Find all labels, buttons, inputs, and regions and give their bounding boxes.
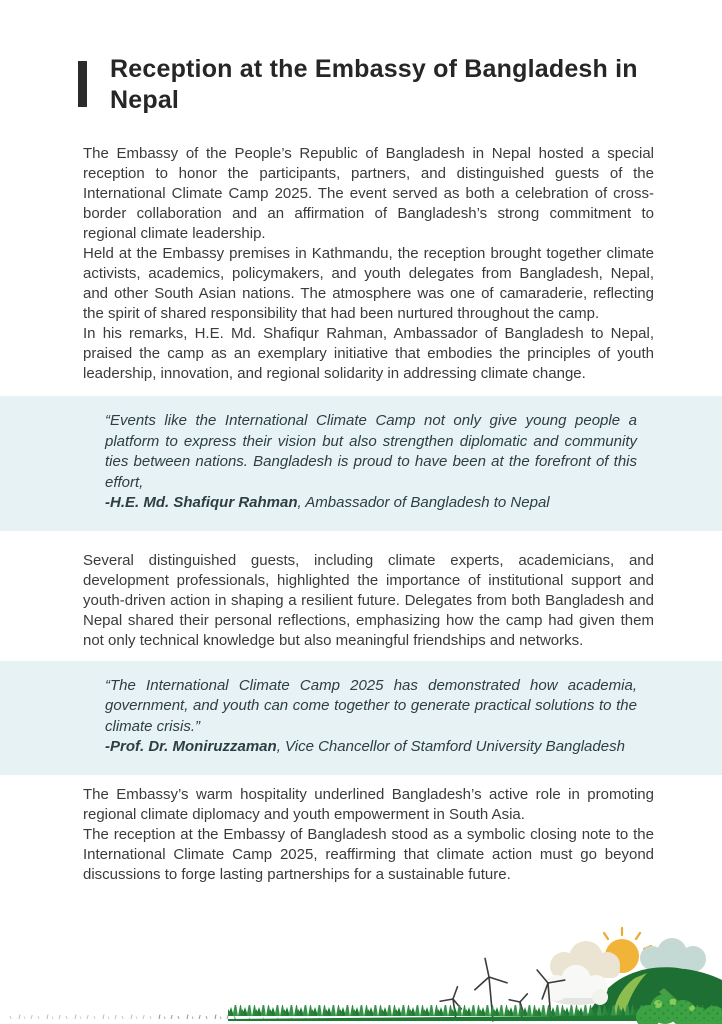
- paragraph-distinguished-guests: Several distinguished guests, including climate experts, academicians, and development professionals, highlighted the importance of institutional support and youth-driven action in shaping a resilient future. Delegates from both Bangladesh and Nepal shared their personal reflections, emphasizing how the camp had given them not only technical knowledge but also meaningful friendships and networks.: [83, 551, 654, 649]
- paragraph-ambassador-remarks: In his remarks, H.E. Md. Shafiqur Rahman, Ambassador of Bangladesh to Nepal, praised the camp as an exemplary initiative that embodies the principles of youth leadership, innovation, and regional solidarity in addressing climate change.: [83, 325, 654, 382]
- quote-attribution-role: , Ambassador of Bangladesh to Nepal: [297, 494, 550, 511]
- middle-section: [83, 551, 654, 651]
- quote-block-ambassador: [0, 396, 722, 531]
- paragraph-held-at-premises: Held at the Embassy premises in Kathmandu, the reception brought together climate activists, academics, policymakers, and youth delegates from Bangladesh, Nepal, and other South Asian nations. The atmosphere was one of camaraderie, reflecting the spirit of shared responsibility that had been nurtured throughout the camp.: [83, 245, 654, 322]
- footer-illustration: [0, 920, 722, 1024]
- page-title: Reception at the Embassy of Bangladesh in Nepal: [110, 55, 638, 114]
- sun-icon: [589, 928, 654, 975]
- quote-attribution-name: -Prof. Dr. Moniruzzaman: [105, 738, 277, 755]
- closing-section: [83, 785, 654, 885]
- quote-attribution-name: -H.E. Md. Shafiqur Rahman: [105, 494, 298, 511]
- cloud-teal-icon: [640, 938, 706, 972]
- grass-strip: [6, 1005, 722, 1021]
- paragraph-warm-hospitality: The Embassy’s warm hospitality underlined Bangladesh’s active role in promoting regional climate diplomacy and youth empowerment in South Asia.: [83, 785, 654, 823]
- quote-attribution: [105, 737, 637, 758]
- hill-illustration: [584, 967, 722, 1021]
- quote-block-vice-chancellor: [0, 661, 722, 775]
- paragraph-embassy-hosted: The Embassy of the People’s Republic of Bangladesh in Nepal hosted a special reception to honor the participants, partners, and distinguished guests of the International Climate Camp 2025. The event served as both a celebration of cross-border collaboration and an affirmation of Bangladesh’s strong commitment to regional climate leadership.: [83, 145, 654, 242]
- quote-attribution: [105, 493, 637, 514]
- paragraph-symbolic-closing: The reception at the Embassy of Bangladesh stood as a symbolic closing note to the International Climate Camp 2025, reaffirming that climate action must go beyond discussions to forge lasting partnerships for a sustainable future.: [83, 825, 654, 883]
- quote-text: “Events like the International Climate Camp not only give young people a platform to express their vision but also strengthen diplomatic and community ties between nations. Bangladesh is proud to have been at the forefront of this effort,: [105, 412, 637, 491]
- cloud-cream-icon: [550, 941, 620, 980]
- bush-illustration: [636, 994, 722, 1024]
- title-accent-bar: [78, 61, 87, 107]
- quote-attribution-role: , Vice Chancellor of Stamford University Bangladesh: [276, 738, 625, 755]
- intro-section: [83, 144, 654, 384]
- quote-text: “The International Climate Camp 2025 has demonstrated how academia, government, and youth can come together to generate practical solutions to the climate crisis.”: [105, 676, 637, 735]
- cloud-white-icon: [543, 965, 608, 1005]
- title-block: [78, 54, 672, 116]
- wind-turbine-icon: [440, 955, 567, 1021]
